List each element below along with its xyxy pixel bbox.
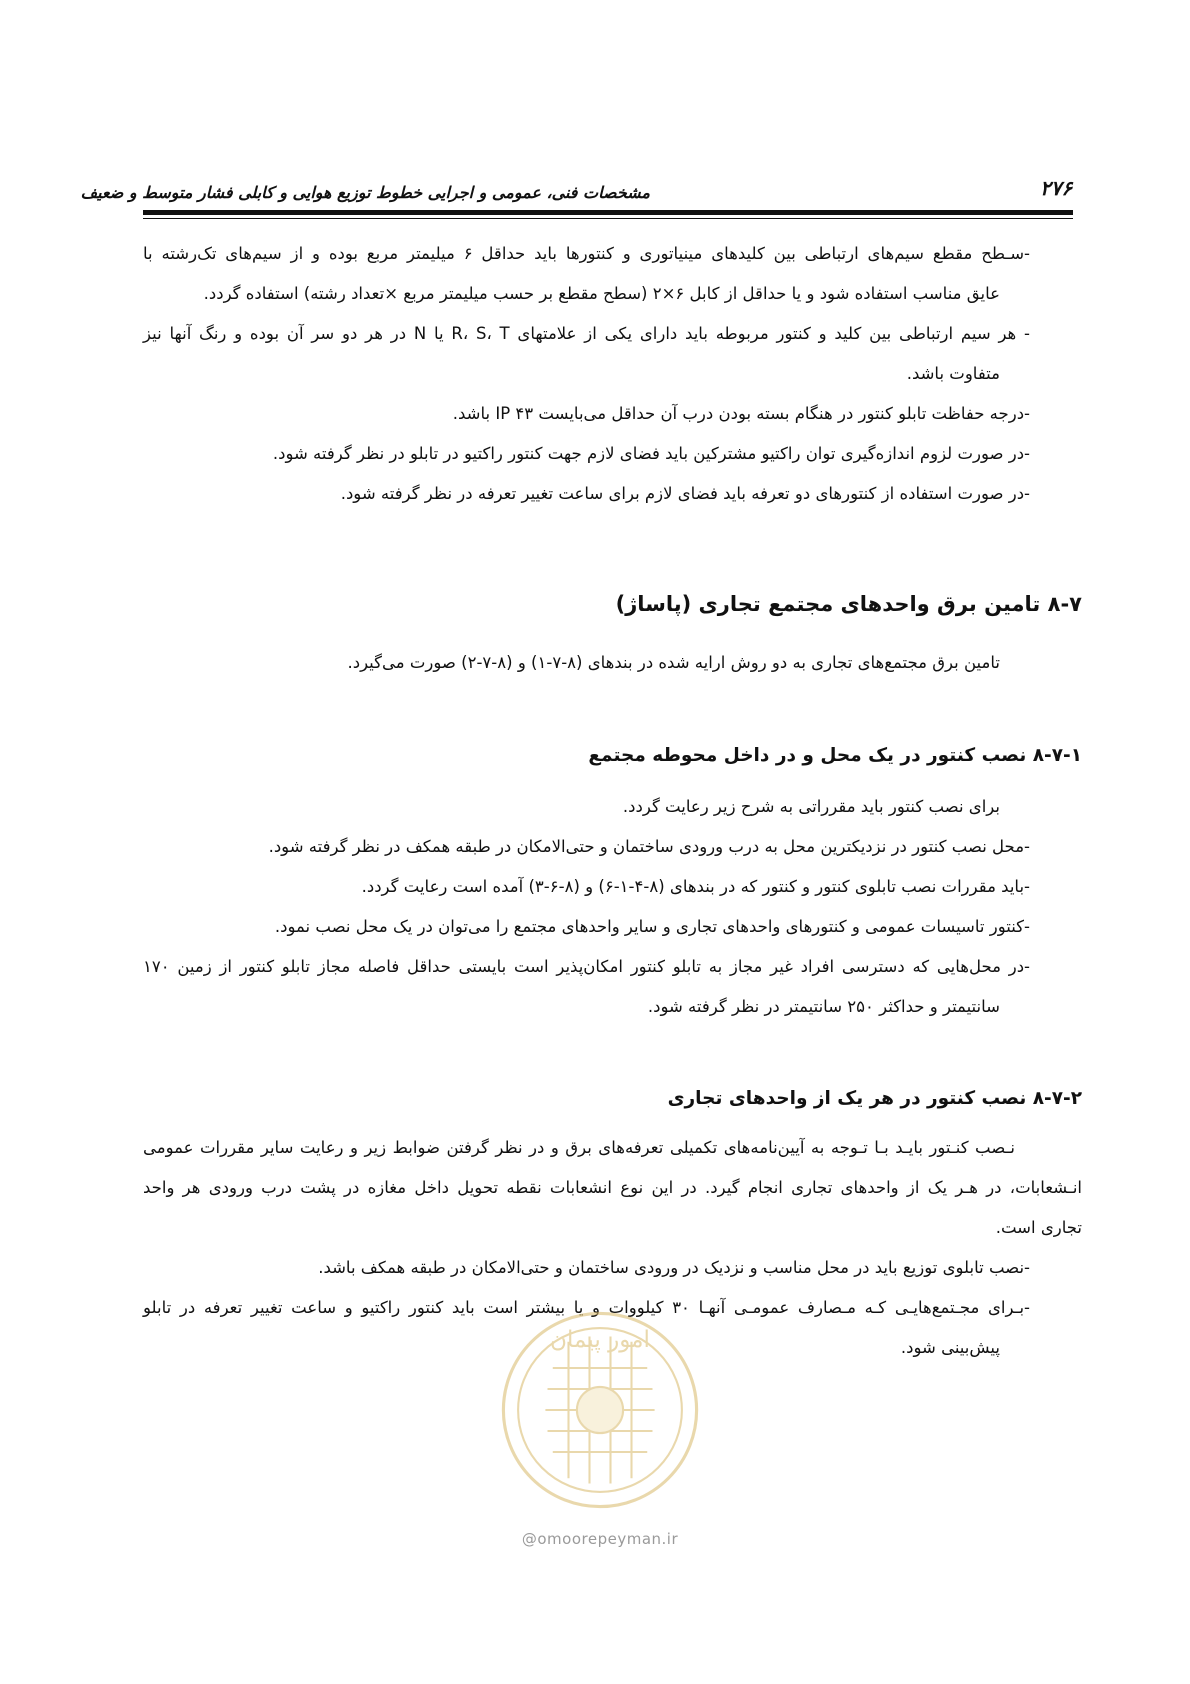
section-8-7-1-intro: برای نصب کنتور باید مقرراتی به شرح زیر رعایت گردد. xyxy=(622,797,1000,816)
section-heading-8-7-1: ۸-۷-۱ نصب کنتور در یک محل و در داخل محوطه مجتمع xyxy=(588,745,1082,766)
list-line: -باید مقررات نصب تابلوی کنتور و کنتور که در بندهای (۸-۴-۱-۶) و (۸-۶-۳) آمده است رعایت گردد. xyxy=(361,877,1030,896)
bullet-line: - هر سیم ارتباطی بین کلید و کنتور مربوطه باید دارای یکی از علامتهای R، S، T یا N در هر دو سر آن بوده و رنگ آنها نیز xyxy=(143,324,1030,343)
bullet-line: -در صورت لزوم اندازه‌گیری توان راکتیو مشترکین باید فضای لازم جهت کنتور راکتیو در تابلو در نظر گرفته شود. xyxy=(272,444,1030,463)
bullet-line-continuation: متفاوت باشد. xyxy=(906,364,1000,383)
paragraph-line: نـصب کنـتور بایـد بـا تـوجه به آیین‌نامه‌های تکمیلی تعرفه‌های برق و در نظر گرفتن ضوابط زیر و رعایت سایر مقررات عمومی xyxy=(143,1138,1015,1157)
list-line: -کنتور تاسیسات عمومی و کنتورهای واحدهای تجاری و سایر واحدهای مجتمع را می‌توان در یک محل نصب نمود. xyxy=(274,917,1030,936)
section-8-7-body: تامین برق مجتمع‌های تجاری به دو روش ارایه شده در بندهای (۸-۷-۱) و (۸-۷-۲) صورت می‌گیرد. xyxy=(347,653,1000,672)
bullet-line: -در صورت استفاده از کنتورهای دو تعرفه باید فضای لازم برای ساعت تغییر تعرفه در نظر گرفته شود. xyxy=(340,484,1030,503)
watermark-site: @omoorepeyman.ir xyxy=(521,1530,679,1548)
bullet-line: -سـطح مقطع سیم‌های ارتباطی بین کلیدهای مینیاتوری و کنتورها باید حداقل ۶ میلیمتر مربع بوده و از سیم‌های تک‌رشته با xyxy=(143,244,1030,263)
watermark-logo-text: امور پیمان xyxy=(550,1327,650,1353)
running-header-title: مشخصات فنی، عمومی و اجرایی خطوط توزیع هوایی و کابلی فشار متوسط و ضعیف xyxy=(80,183,650,202)
header-rule-thick xyxy=(143,210,1073,215)
watermark-logo xyxy=(495,1305,705,1515)
page-number: ۲۷۶ xyxy=(1040,176,1073,200)
list-line-continuation: پیش‌بینی شود. xyxy=(900,1338,1000,1357)
list-line: -محل نصب کنتور در نزدیکترین محل به درب ورودی ساختمان و حتی‌الامکان در طبقه همکف در نظر گرفته شود. xyxy=(268,837,1030,856)
list-line-continuation: سانتیمتر و حداکثر ۲۵۰ سانتیمتر در نظر گرفته شود. xyxy=(647,997,1000,1016)
list-line: -در محل‌هایی که دسترسی افراد غیر مجاز به تابلو کنتور امکان‌پذیر است بایستی حداقل فاصله مجاز تابلو کنتور از زمین ۱۷۰ xyxy=(143,957,1030,976)
bullet-line: -درجه حفاظت تابلو کنتور در هنگام بسته بودن درب آن حداقل می‌بایست IP ۴۳ باشد. xyxy=(452,404,1030,423)
list-line: -نصب تابلوی توزیع باید در محل مناسب و نزدیک در ورودی ساختمان و حتی‌الامکان در طبقه همکف باشد. xyxy=(318,1258,1030,1277)
section-heading-8-7: ۸-۷ تامین برق واحدهای مجتمع تجاری (پاساژ) xyxy=(615,592,1082,616)
paragraph-line: انـشعابات، در هـر یک از واحدهای تجاری انجام گیرد. در این نوع انشعابات نقطه تحویل داخل مغازه در پشت درب ورودی هر واحد xyxy=(143,1178,1082,1197)
list-line: -بـرای مجـتمع‌هایـی کـه مـصارف عمومـی آنهـا ۳۰ کیلووات و یا بیشتر است باید کنتور راکتیو و ساعت تغییر تعرفه در تابلو xyxy=(143,1298,1030,1317)
section-heading-8-7-2: ۸-۷-۲ نصب کنتور در هر یک از واحدهای تجاری xyxy=(667,1088,1082,1109)
header-rule-thin xyxy=(143,218,1073,219)
paragraph-line: تجاری است. xyxy=(995,1218,1082,1237)
bullet-line-continuation: عایق مناسب استفاده شود و یا حداقل از کابل ۶×۲ (سطح مقطع بر حسب میلیمتر مربع ×تعداد رشته) استفاده گردد. xyxy=(203,284,1000,303)
